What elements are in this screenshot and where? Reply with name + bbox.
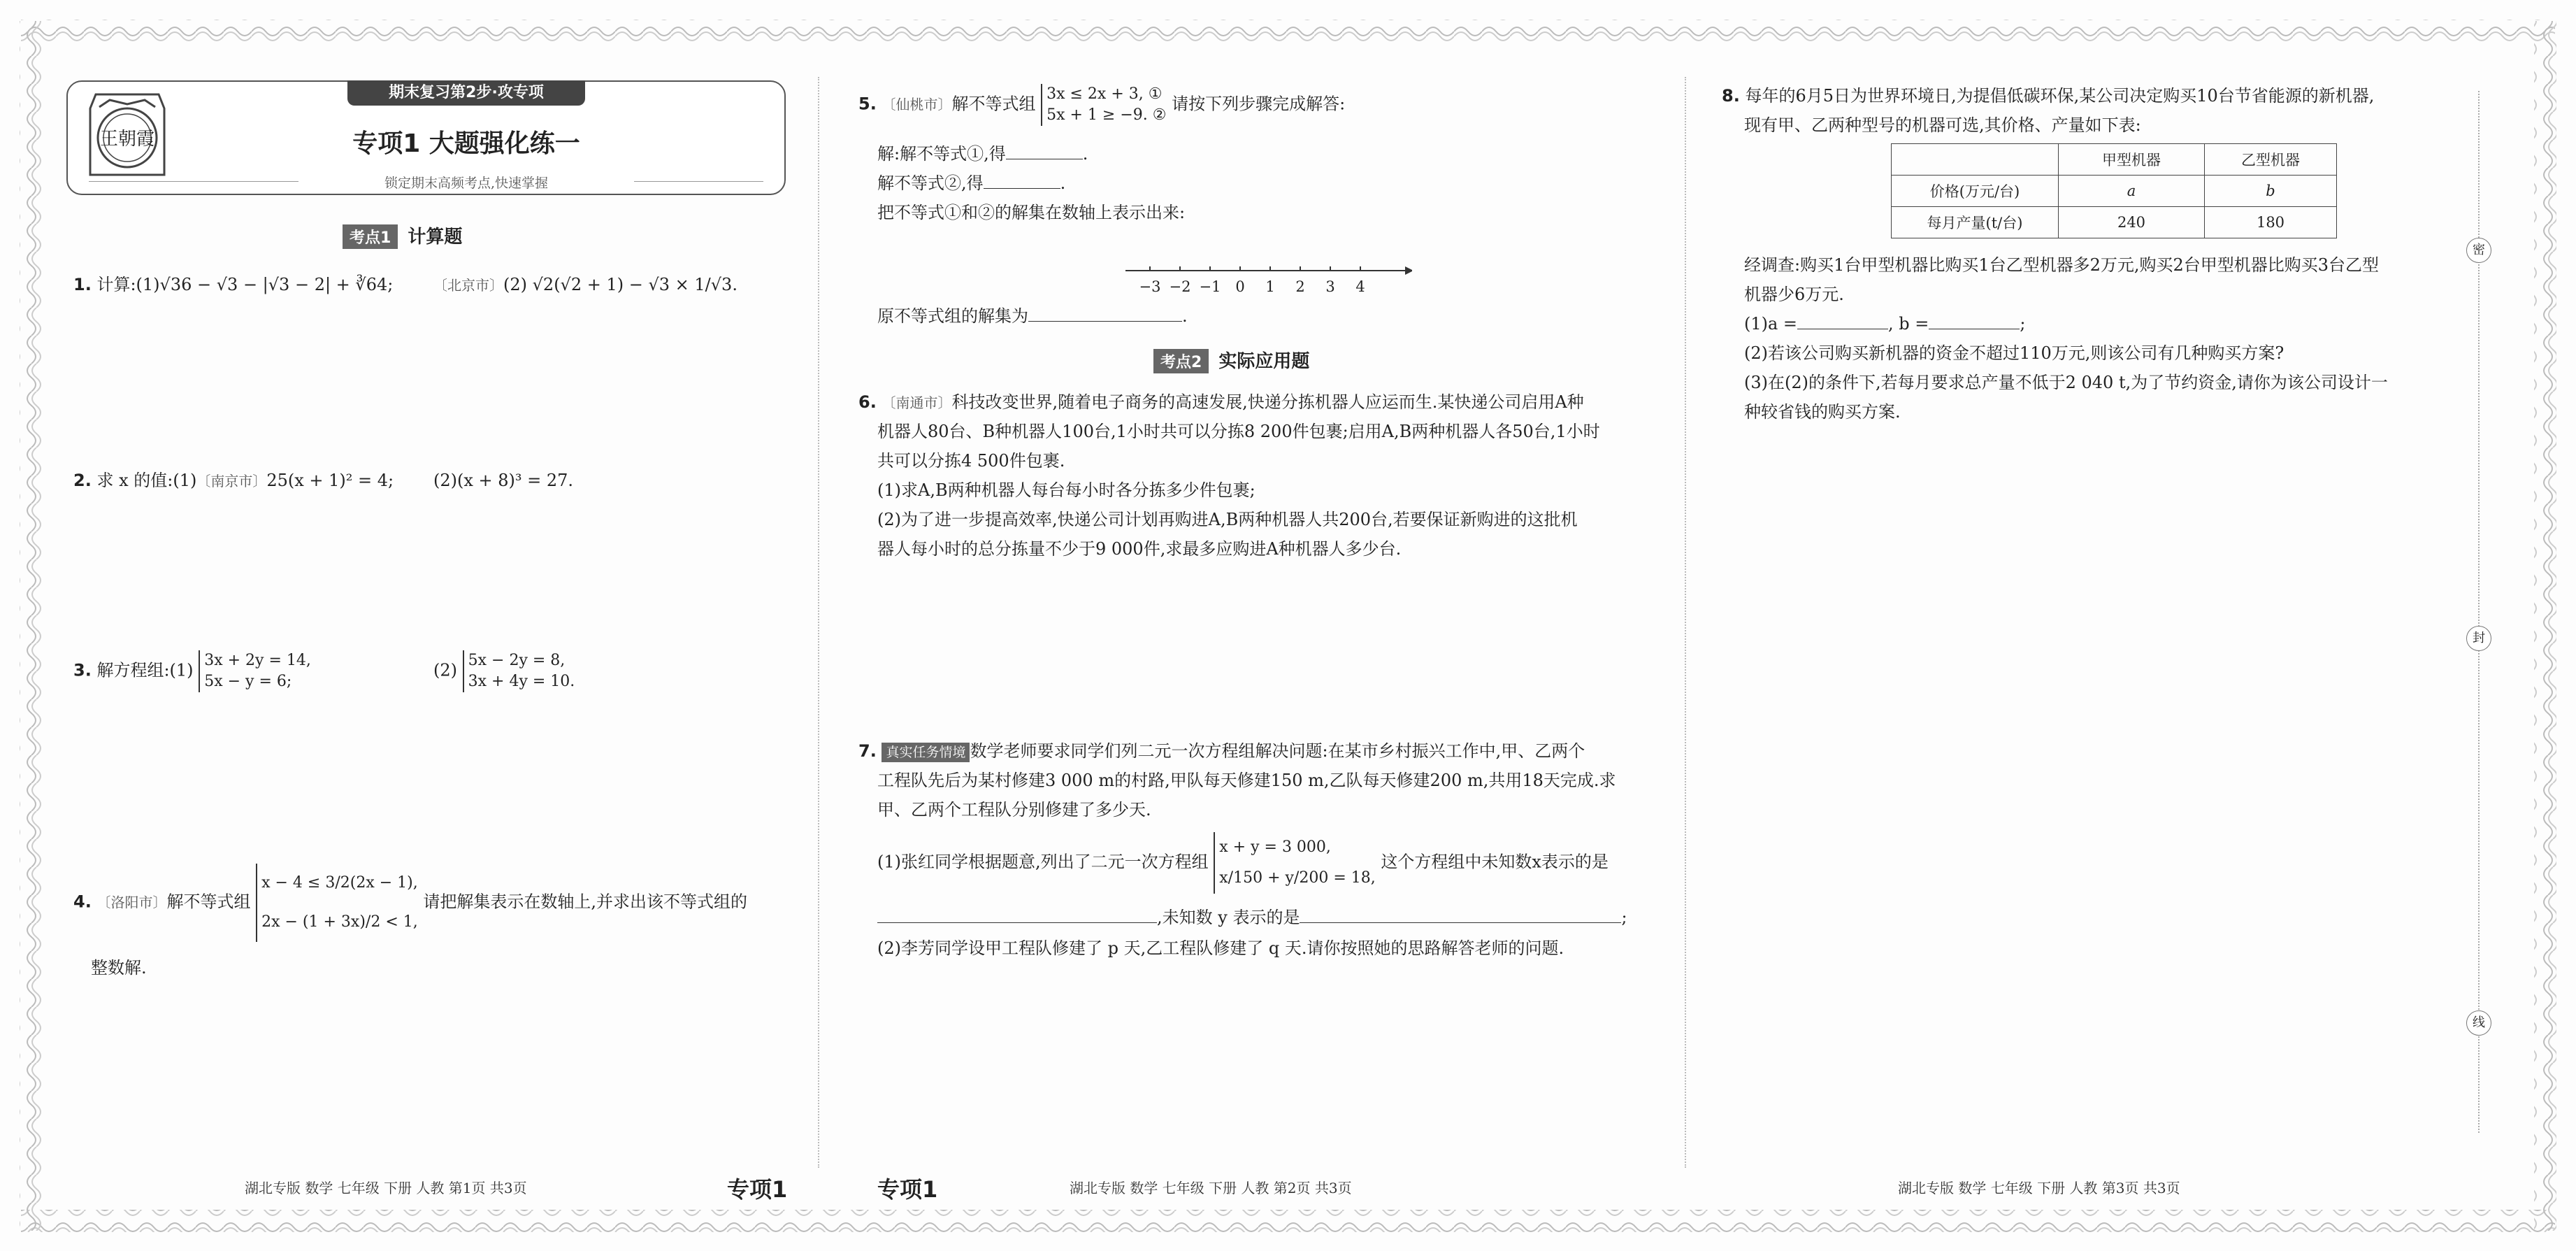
punctuation: ; <box>1621 908 1627 927</box>
question-4-line-2: 整数解. <box>91 958 147 978</box>
question-2-lead: 求 x 的值:(1) <box>96 471 197 490</box>
question-3 <box>73 650 311 692</box>
question-1-part-2 <box>433 269 737 301</box>
question-number: 3. <box>73 660 92 680</box>
real-task-tag: 真实任务情境 <box>882 743 970 762</box>
answer-blank[interactable] <box>1929 310 2020 329</box>
question-5-step-1: 解:解不等式①,得 . <box>877 138 1088 169</box>
table-cell: 每月产量(t/台) <box>1892 207 2059 238</box>
sub-question-text: (1)a = <box>1744 314 1798 334</box>
question-number: 1. <box>73 275 92 294</box>
question-8-sub-3a: (3)在(2)的条件下,若每月要求总产量不低于2 040 t,为了节约资金,请你为该公司设计一 <box>1744 373 2388 392</box>
equation-line: 5x − 2y = 8, <box>468 652 566 669</box>
question-8-line-2: 现有甲、乙两种型号的机器可选,其价格、产量如下表: <box>1744 115 2141 135</box>
equation-system <box>1214 832 1375 894</box>
question-5-lead: 解不等式组 <box>951 94 1036 114</box>
svg-text:王朝霞: 王朝霞 <box>99 129 155 150</box>
page-subtitle: 锁定期末高频考点,快速掌握 <box>298 173 634 192</box>
number-line-arrow <box>1405 266 1412 275</box>
section-tag: 考点1 <box>343 224 398 249</box>
number-line-tick-label: −2 <box>1169 278 1191 295</box>
question-1 <box>73 269 393 300</box>
table-cell: 价格(万元/台) <box>1892 176 2059 207</box>
table-cell: 240 <box>2059 207 2205 238</box>
number-line-tick-label: 0 <box>1235 278 1245 295</box>
sub-question-text: (1)张红同学根据题意,列出了二元一次方程组 <box>877 852 1209 872</box>
question-6-sub-2a: (2)为了进一步提高效率,快递公司计划再购进A,B两种机器人共200台,若要保证新购进的这批机 <box>877 510 1578 529</box>
answer-blank[interactable] <box>1028 303 1182 322</box>
chapter-header-box <box>66 80 786 195</box>
question-2-part-2: (2)(x + 8)³ = 27. <box>433 471 574 490</box>
section-title: 计算题 <box>408 227 463 248</box>
section-tag: 考点2 <box>1153 349 1209 373</box>
question-5-step-3: 把不等式①和②的解集在数轴上表示出来: <box>877 203 1186 222</box>
page-title: 专项1 大题强化练一 <box>352 129 580 158</box>
section-heading-1 <box>343 222 462 249</box>
answer-blank[interactable] <box>877 904 1157 923</box>
binding-mark: 封 <box>2466 626 2491 651</box>
question-8-sub-2: (2)若该公司购买新机器的资金不超过110万元,则该公司有几种购买方案? <box>1744 343 2284 363</box>
column-divider <box>1685 77 1686 1168</box>
region-label: 〔南通市〕 <box>882 394 952 411</box>
question-2-part-1: 25(x + 1)² = 4; <box>266 471 394 490</box>
question-8-sub-1 <box>1744 308 2026 339</box>
region-label: 〔南京市〕 <box>196 473 267 489</box>
binding-mark: 线 <box>2466 1010 2491 1036</box>
question-5-step-4: 原不等式组的解集为 . <box>877 301 1188 331</box>
question-number: 6. <box>858 392 877 412</box>
question-7-line-1: 数学老师要求同学们列二元一次方程组解决问题:在某市乡村振兴工作中,甲、乙两个 <box>970 741 1585 761</box>
step-text: 解:解不等式①,得 <box>877 144 1006 164</box>
table-header-cell <box>1892 144 2059 176</box>
question-number: 4. <box>73 892 92 912</box>
table-cell: a <box>2059 176 2205 207</box>
column-divider <box>818 77 819 1168</box>
question-7 <box>858 736 1585 766</box>
question-8 <box>1722 80 2374 111</box>
question-8-line-1: 每年的6月5日为世界环境日,为提倡低碳环保,某公司决定购买10台节省能源的新机器, <box>1745 86 2375 106</box>
equation-line: 3x + 2y = 14, <box>204 652 311 669</box>
step-text: 解不等式②,得 <box>877 173 984 193</box>
region-label: 〔洛阳市〕 <box>96 894 167 911</box>
table-cell: 180 <box>2205 207 2337 238</box>
question-5-instruction: 请按下列步骤完成解答: <box>1172 94 1346 114</box>
sub-question-text: ,未知数 y 表示的是 <box>1157 908 1300 927</box>
question-7-sub-1 <box>877 832 1609 894</box>
table-header-row <box>1892 144 2337 176</box>
question-4-instruction: 请把解集表示在数轴上,并求出该不等式组的 <box>423 892 748 912</box>
region-label: 〔仙桃市〕 <box>882 96 952 113</box>
page-3-footer: 湖北专版 数学 七年级 下册 人教 第3页 共3页 <box>1898 1180 2180 1196</box>
table-row <box>1892 207 2337 238</box>
answer-blank[interactable] <box>1797 310 1888 329</box>
question-number: 8. <box>1722 86 1740 106</box>
page-2-footer: 湖北专版 数学 七年级 下册 人教 第2页 共3页 <box>1070 1180 1352 1196</box>
review-step-tab: 期末复习第2步·攻专项 <box>347 80 585 106</box>
question-3-lead: 解方程组:(1) <box>96 660 194 680</box>
question-6-line-2: 机器人80台、B种机器人100台,1小时共可以分拣8 200件包裹;启用A,B两种机器人各50台,1小时 <box>877 422 1600 441</box>
inequality-system <box>256 864 418 942</box>
region-label: 〔北京市〕 <box>433 277 503 294</box>
table-header-cell: 甲型机器 <box>2059 144 2205 176</box>
question-6-line-1: 科技改变世界,随着电子商务的高速发展,快递分拣机器人应运而生.某快递公司启用A种 <box>951 392 1584 412</box>
question-6-sub-2b: 器人每小时的总分拣量不少于9 000件,求最多应购进A种机器人多少台. <box>877 539 1402 559</box>
question-8-survey-line-2: 机器少6万元. <box>1744 285 1844 304</box>
inequality-system <box>1041 84 1166 126</box>
question-7-sub-2: (2)李芳同学设甲工程队修建了 p 天,乙工程队修建了 q 天.请你按照她的思路解答老师的问题. <box>877 938 1564 958</box>
equation-line: 5x − y = 6; <box>204 673 292 690</box>
inequality-line: 5x + 1 ≥ −9. ② <box>1046 106 1167 124</box>
equation-line: 3x + 4y = 10. <box>468 673 575 690</box>
number-line-tick-label: 4 <box>1355 278 1365 295</box>
number-line-tick-label: 1 <box>1265 278 1275 295</box>
question-7-line-2: 工程队先后为某村修建3 000 m的村路,甲队每天修建150 m,乙队每天修建200 m,共用18天完成.求 <box>877 771 1616 790</box>
equation-system-2 <box>463 650 575 692</box>
part-label: (2) <box>433 660 457 680</box>
machine-table <box>1891 143 2337 238</box>
question-number: 5. <box>858 94 877 114</box>
question-1-part-1: 计算:(1)√36 − √3 − |√3 − 2| + ∛64; <box>96 275 394 294</box>
binding-mark: 密 <box>2466 238 2491 263</box>
section-heading-2 <box>1153 347 1309 373</box>
answer-blank[interactable] <box>984 170 1060 189</box>
brand-logo-seal <box>82 87 173 185</box>
question-1-part-2-text: (2) √2(√2 + 1) − √3 × 1/√3. <box>503 275 737 294</box>
question-8-survey-line-1: 经调查:购买1台甲型机器比购买1台乙型机器多2万元,购买2台甲型机器比购买3台乙型 <box>1744 255 2380 275</box>
question-6-line-3: 共可以分拣4 500件包裹. <box>877 451 1065 471</box>
table-cell: b <box>2205 176 2337 207</box>
question-4-lead: 解不等式组 <box>166 892 251 912</box>
question-7-sub-1-line-2 <box>877 902 1627 933</box>
question-7-line-3: 甲、乙两个工程队分别修建了多少天. <box>877 800 1151 820</box>
question-number: 2. <box>73 471 92 490</box>
question-5 <box>858 84 1345 126</box>
table-header-cell: 乙型机器 <box>2205 144 2337 176</box>
inequality-line: x − 4 ≤ 3/2(2x − 1), <box>261 874 418 892</box>
inequality-line: 3x ≤ 2x + 3, ① <box>1046 85 1163 103</box>
punctuation: ; <box>2020 314 2026 334</box>
question-2 <box>73 465 394 496</box>
number-line-tick-label: −3 <box>1139 278 1161 295</box>
equation-line: x + y = 3 000, <box>1219 838 1331 856</box>
number-line-tick-label: 2 <box>1295 278 1305 295</box>
question-5-step-2: 解不等式②,得 . <box>877 168 1065 199</box>
question-8-sub-3b: 种较省钱的购买方案. <box>1744 402 1901 422</box>
question-3-part-2 <box>433 650 575 692</box>
question-number: 7. <box>858 741 877 761</box>
section-title: 实际应用题 <box>1218 351 1310 372</box>
number-line-tick-label: 3 <box>1325 278 1335 295</box>
page-1-footer-tag: 专项1 <box>727 1176 788 1203</box>
answer-blank[interactable] <box>1300 904 1621 923</box>
table-row <box>1892 176 2337 207</box>
step-text: 原不等式组的解集为 <box>877 306 1028 326</box>
page-2-footer-tag: 专项1 <box>877 1176 938 1203</box>
number-line-tick-label: −1 <box>1199 278 1221 295</box>
inequality-line: 2x − (1 + 3x)/2 < 1, <box>261 913 418 931</box>
sub-question-text: 这个方程组中未知数x表示的是 <box>1381 852 1609 872</box>
question-6-sub-1: (1)求A,B两种机器人每台每小时各分拣多少件包裹; <box>877 480 1255 500</box>
equation-line: x/150 + y/200 = 18, <box>1219 869 1376 887</box>
question-4 <box>73 864 747 942</box>
answer-blank[interactable] <box>1006 141 1083 159</box>
question-6 <box>858 387 1584 418</box>
sub-question-text: , b = <box>1888 314 1929 334</box>
page-1-footer: 湖北专版 数学 七年级 下册 人教 第1页 共3页 <box>245 1180 527 1196</box>
equation-system-1 <box>199 650 311 692</box>
number-line <box>1118 255 1412 304</box>
